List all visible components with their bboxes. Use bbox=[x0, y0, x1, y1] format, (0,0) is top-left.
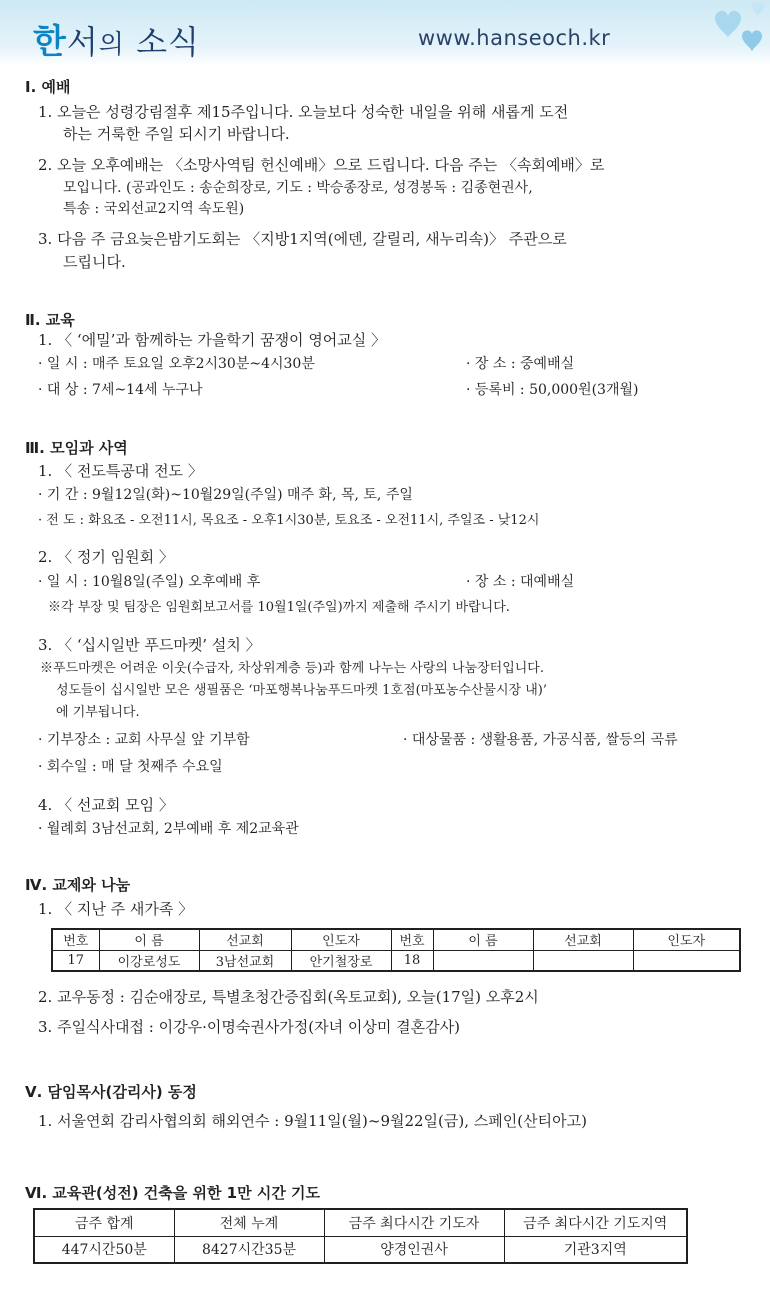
table-cell: 447시간50분 bbox=[34, 1236, 174, 1263]
food-market-note-2: 성도들이 십시일반 모은 생필품은 ‘마포행복나눔푸드마켓 1호점(마포농수산물시장 내)’ bbox=[56, 683, 548, 698]
table-header-cell: 선교회 bbox=[533, 929, 633, 950]
section-worship-title: Ⅰ. 예배 bbox=[25, 78, 71, 96]
mission-meeting-detail: · 월례회 3남선교회, 2부예배 후 제2교육관 bbox=[38, 821, 299, 837]
table-header-row bbox=[52, 929, 740, 950]
education-fee: · 등록비 : 50,000원(3개월) bbox=[466, 382, 639, 398]
worship-item-2-cont: 모입니다. (공과인도 : 송순희장로, 기도 : 박승종장로, 성경봉독 : 김종현권사, bbox=[63, 180, 533, 196]
table-cell: 3남선교회 bbox=[199, 950, 291, 971]
section-fellowship-title: Ⅳ. 교제와 나눔 bbox=[25, 876, 131, 894]
fellowship-item-2: 2. 교우동정 : 김순애장로, 특별초청간증집회(옥토교회), 오늘(17일) 오후2시 bbox=[38, 988, 539, 1006]
food-market-collection: · 회수일 : 매 달 첫째주 수요일 bbox=[38, 759, 223, 775]
food-market-items: · 대상물품 : 생활용품, 가공식품, 쌀등의 곡류 bbox=[403, 732, 678, 748]
table-header-cell: 번호 bbox=[391, 929, 433, 950]
section-meetings-title: Ⅲ. 모임과 사역 bbox=[25, 439, 128, 457]
worship-item-2: 2. 오늘 오후예배는 〈소망사역팀 헌신예배〉으로 드립니다. 다음 주는 〈속회예배〉로 bbox=[38, 156, 605, 174]
worship-item-1-cont: 하는 거룩한 주일 되시기 바랍니다. bbox=[63, 125, 290, 143]
table-header-cell: 금주 최다시간 기도자 bbox=[324, 1209, 504, 1236]
table-cell: 기관3지역 bbox=[504, 1236, 687, 1263]
table-cell: 18 bbox=[391, 950, 433, 971]
table-header-cell: 인도자 bbox=[633, 929, 740, 950]
pastor-item-1: 1. 서울연회 감리사협의회 해외연수 : 9월11일(월)~9월22일(금), 스페인(산티아고) bbox=[38, 1112, 587, 1130]
table-header-cell: 번호 bbox=[52, 929, 99, 950]
evangelism-period: · 기 간 : 9월12일(화)~10월29일(주일) 매주 화, 목, 토, 주일 bbox=[38, 487, 413, 503]
fellowship-item-3: 3. 주일식사대접 : 이강우·이명숙권사가정(자녀 이상미 결혼감사) bbox=[38, 1018, 460, 1036]
table-cell bbox=[433, 950, 533, 971]
hanseo-news-logo bbox=[33, 14, 200, 63]
table-cell bbox=[633, 950, 740, 971]
bulletin-header bbox=[0, 0, 770, 66]
board-meeting-when: · 일 시 : 10월8일(주일) 오후예배 후 bbox=[38, 574, 261, 590]
meetings-item-2: 2. 〈 정기 임원회 〉 bbox=[38, 548, 174, 566]
prayer-hours-table bbox=[33, 1208, 688, 1264]
logo-ui: 의 bbox=[98, 30, 125, 60]
meetings-item-4: 4. 〈 선교회 모임 〉 bbox=[38, 796, 174, 814]
table-header-cell: 선교회 bbox=[199, 929, 291, 950]
table-cell: 8427시간35분 bbox=[174, 1236, 324, 1263]
fellowship-item-1: 1. 〈 지난 주 새가족 〉 bbox=[38, 900, 194, 918]
table-header-cell: 전체 누계 bbox=[174, 1209, 324, 1236]
table-header-row bbox=[34, 1209, 687, 1236]
worship-item-3-cont: 드립니다. bbox=[63, 253, 126, 271]
table-header-cell: 인도자 bbox=[291, 929, 391, 950]
church-website-url[interactable]: www.hanseoch.kr bbox=[418, 26, 611, 50]
meetings-item-1: 1. 〈 전도특공대 전도 〉 bbox=[38, 462, 203, 480]
table-header-cell: 금주 합계 bbox=[34, 1209, 174, 1236]
logo-han: 한 bbox=[33, 22, 67, 62]
education-item-1: 1. 〈 ‘에밀’과 함께하는 가을학기 꿈쟁이 영어교실 〉 bbox=[38, 331, 387, 349]
education-target: · 대 상 : 7세~14세 누구나 bbox=[38, 382, 203, 398]
section-prayer-title: Ⅵ. 교육관(성전) 건축을 위한 1만 시간 기도 bbox=[25, 1184, 321, 1202]
education-where: · 장 소 : 중예배실 bbox=[466, 356, 575, 372]
table-row bbox=[34, 1236, 687, 1263]
table-cell bbox=[533, 950, 633, 971]
section-education-title: Ⅱ. 교육 bbox=[25, 311, 75, 329]
table-header-cell: 금주 최다시간 기도지역 bbox=[504, 1209, 687, 1236]
food-market-place: · 기부장소 : 교회 사무실 앞 기부함 bbox=[38, 732, 250, 748]
table-cell: 이강로성도 bbox=[99, 950, 199, 971]
section-pastor-title: Ⅴ. 담임목사(감리사) 동정 bbox=[25, 1083, 197, 1101]
new-members-table bbox=[51, 928, 741, 972]
worship-item-1: 1. 오늘은 성령강림절후 제15주입니다. 오늘보다 성숙한 내일을 위해 새롭게 도전 bbox=[38, 103, 569, 121]
worship-item-3: 3. 다음 주 금요늦은밤기도회는 〈지방1지역(에덴, 갈릴리, 새누리속)〉 주관으로 bbox=[38, 230, 567, 248]
evangelism-teams: · 전 도 : 화요조 - 오전11시, 목요조 - 오후1시30분, 토요조 - 오전11시, 주일조 - 낮12시 bbox=[38, 513, 540, 528]
table-row bbox=[52, 950, 740, 971]
meetings-item-3: 3. 〈 ‘십시일반 푸드마켓’ 설치 〉 bbox=[38, 636, 261, 654]
education-when: · 일 시 : 매주 토요일 오후2시30분~4시30분 bbox=[38, 356, 315, 372]
table-header-cell: 이 름 bbox=[433, 929, 533, 950]
table-cell: 양경인권사 bbox=[324, 1236, 504, 1263]
logo-seo: 서 bbox=[66, 23, 99, 61]
logo-sosik: 소식 bbox=[136, 23, 200, 61]
board-meeting-where: · 장 소 : 대예배실 bbox=[466, 574, 575, 590]
table-header-cell: 이 름 bbox=[99, 929, 199, 950]
worship-item-2-cont2: 특송 : 국외선교2지역 속도원) bbox=[63, 201, 245, 217]
food-market-note-3: 에 기부됩니다. bbox=[56, 705, 140, 720]
table-cell: 안기철장로 bbox=[291, 950, 391, 971]
table-cell: 17 bbox=[52, 950, 99, 971]
heart-decoration-icon bbox=[620, 0, 770, 66]
board-meeting-note: ※각 부장 및 팀장은 임원회보고서를 10월1일(주일)까지 제출해 주시기 바랍니다. bbox=[48, 600, 510, 615]
food-market-note-1: ※푸드마켓은 어려운 이웃(수급자, 차상위계층 등)과 함께 나누는 사랑의 나눔장터입니다. bbox=[40, 661, 544, 676]
